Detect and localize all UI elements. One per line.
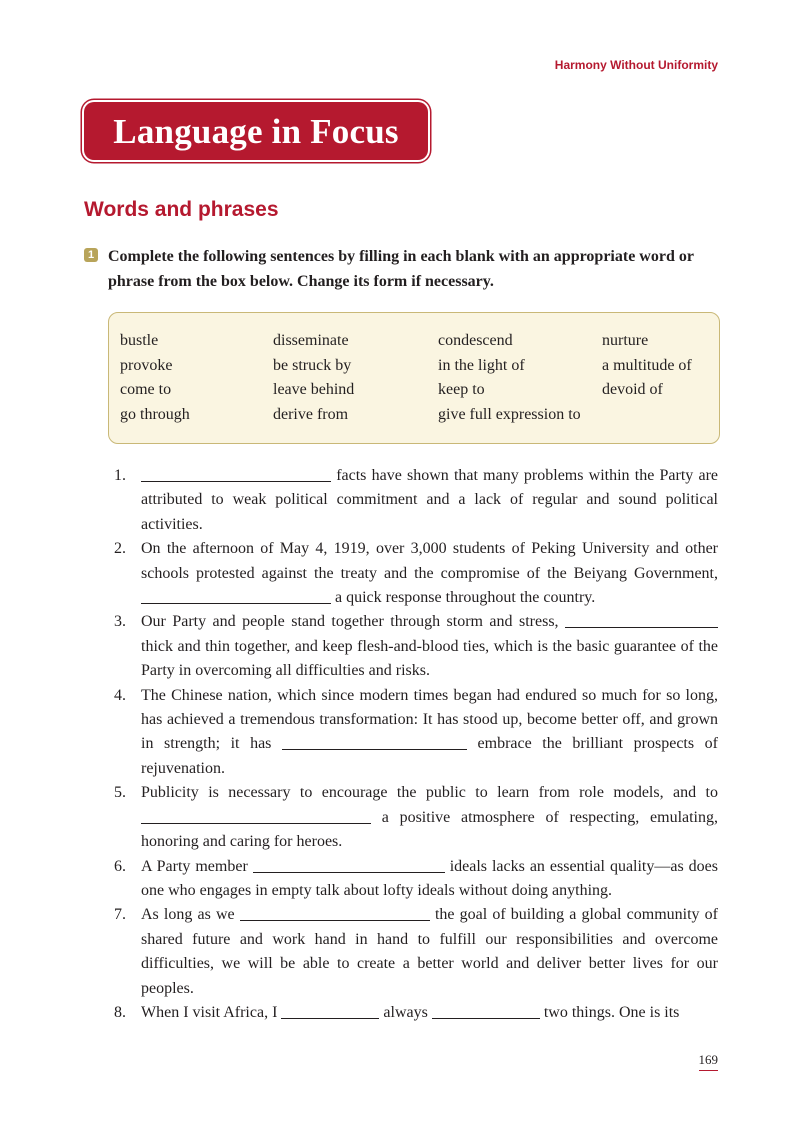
exercise-item — [108, 855, 718, 904]
page-number: 169 — [699, 1052, 719, 1071]
task-number-icon: 1 — [84, 248, 98, 262]
answer-blank[interactable] — [253, 856, 445, 873]
task-instructions: Complete the following sentences by filling in each blank with an appropriate word or phrase from the box below. Change its form if necessary. — [108, 248, 694, 290]
sentence-text: Our Party and people stand together through storm and stress, — [141, 613, 565, 631]
exercise-item — [108, 1001, 718, 1025]
word-option: keep to — [438, 381, 485, 398]
answer-blank[interactable] — [141, 465, 331, 482]
item-number: 3. — [114, 613, 126, 631]
sentence-text: the goal of building a global community of shared future and work hand in hand to fulfill our responsibilities and overcome difficulties, we will be able to create a better world and deliver better lives for our peoples. — [141, 906, 719, 997]
answer-blank[interactable] — [282, 733, 467, 750]
word-option: derive from — [273, 405, 349, 423]
section-banner — [84, 102, 428, 160]
exercise-item — [108, 537, 718, 610]
item-number: 1. — [114, 467, 126, 484]
answer-blank[interactable] — [141, 587, 331, 604]
sentence-text: embrace the brilliant prospects of rejuvenation. — [141, 735, 718, 777]
word-option: a multitude of — [602, 356, 692, 374]
sentence-text: Publicity is necessary to encourage the public to learn from role models, and to — [141, 784, 718, 802]
item-number: 5. — [114, 784, 126, 802]
item-number: 7. — [114, 906, 126, 924]
word-option: go through — [120, 405, 190, 423]
item-number: 8. — [114, 1003, 126, 1021]
word-option: devoid of — [602, 381, 663, 398]
word-column — [120, 329, 190, 427]
word-column — [438, 329, 581, 427]
exercise-item — [108, 610, 718, 683]
word-option: condescend — [438, 332, 513, 349]
word-column — [602, 329, 692, 403]
word-option: provoke — [120, 356, 173, 374]
sentence-text: a positive atmosphere of respecting, emulating, honoring and caring for heroes. — [141, 808, 718, 851]
sentence-text: When I visit Africa, I — [141, 1003, 282, 1021]
answer-blank[interactable] — [281, 1002, 379, 1019]
exercise-item — [108, 464, 718, 537]
sentence-text: facts have shown that many problems within the Party are attributed to weak political commitment and a lack of regular and sound political activities. — [141, 467, 718, 533]
sentence-text: ideals lacks an essential quality—as does one who engages in empty talk about lofty ideals without doing anything. — [141, 857, 718, 899]
banner-title: Language in Focus — [113, 112, 399, 151]
sentence-text: A Party member — [141, 857, 253, 875]
word-column — [273, 329, 354, 427]
word-option: be struck by — [273, 356, 352, 374]
sentence-text: always — [379, 1003, 432, 1021]
word-option: nurture — [602, 332, 649, 349]
word-option: in the light of — [438, 356, 525, 374]
sentence-text: The Chinese nation, which since modern times began had endured so much for so long, has achieved a tremendous transformation: It has stood up, become better off, and grown in strength; it has — [141, 686, 718, 753]
sentence-text: On the afternoon of May 4, 1919, over 3,000 students of Peking University and other schools protested against the treaty and the compromise of the Beiyang Government, — [141, 540, 718, 582]
word-option: bustle — [120, 332, 159, 349]
sentence-text: a quick response throughout the country. — [331, 589, 596, 607]
item-number: 6. — [114, 857, 126, 875]
answer-blank[interactable] — [141, 807, 371, 824]
word-box — [108, 312, 720, 444]
sentence-text: thick and thin together, and keep flesh-and-blood ties, which is the basic guarantee of the Party in overcoming all difficulties and risks. — [141, 637, 718, 680]
word-option: come to — [120, 381, 172, 398]
exercise-item — [108, 903, 718, 1001]
running-head: Harmony Without Uniformity — [554, 58, 718, 72]
answer-blank[interactable] — [432, 1002, 540, 1019]
exercise-item — [108, 781, 718, 854]
section-title: Words and phrases — [84, 198, 279, 221]
answer-blank[interactable] — [565, 611, 718, 628]
word-option: disseminate — [273, 332, 349, 349]
exercise-list — [108, 464, 718, 1025]
answer-blank[interactable] — [240, 904, 430, 921]
word-option: give full expression to — [438, 405, 581, 423]
item-number: 4. — [114, 686, 126, 704]
exercise-item — [108, 684, 718, 782]
word-option: leave behind — [273, 381, 355, 398]
item-number: 2. — [114, 540, 126, 558]
sentence-text: As long as we — [141, 906, 240, 924]
sentence-text: two things. One is its — [539, 1003, 680, 1021]
